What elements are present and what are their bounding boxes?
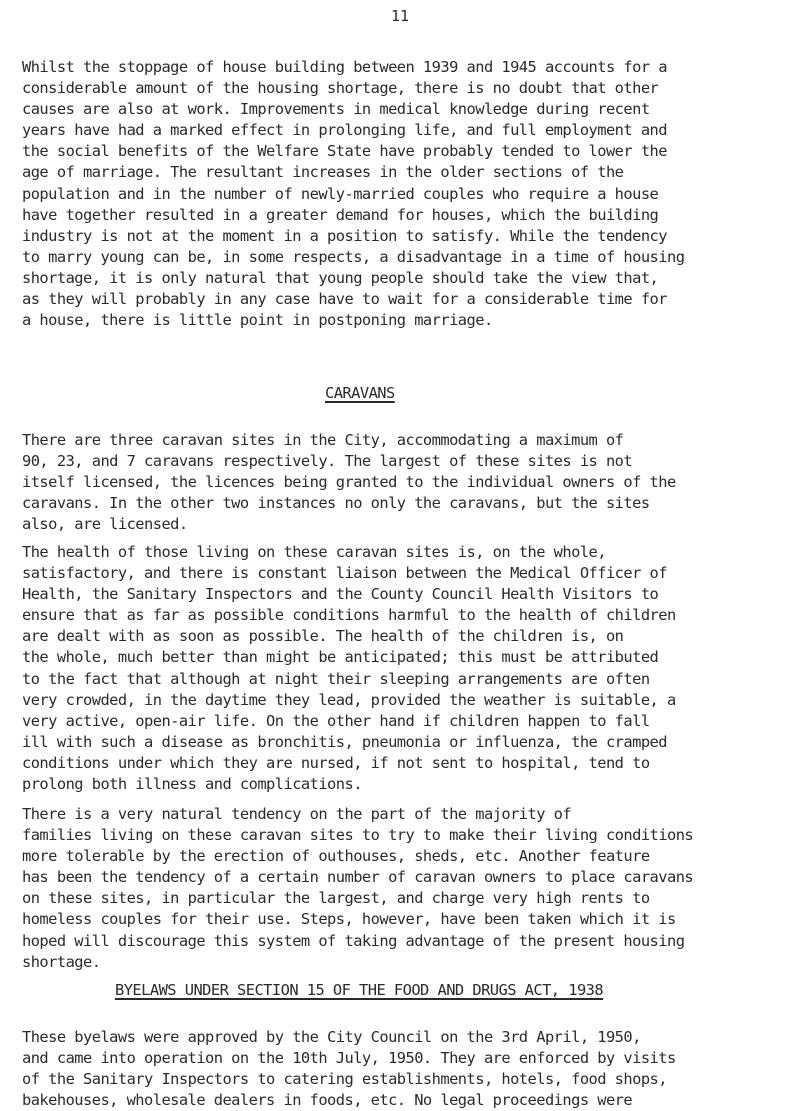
text-line: age of marriage. The resultant increases in the older sections of the bbox=[22, 163, 624, 182]
text-line: ill with such a disease as bronchitis, pneumonia or influenza, the cramped bbox=[22, 732, 667, 751]
text-line: of the Sanitary Inspectors to catering establishments, hotels, food shops, bbox=[22, 1070, 667, 1089]
text-line: years have had a marked effect in prolonging life, and full employment and bbox=[22, 121, 667, 140]
text-line: bakehouses, wholesale dealers in foods, etc. No legal proceedings were bbox=[22, 1091, 633, 1110]
section-heading-byelaws: BYELAWS UNDER SECTION 15 OF THE FOOD AND DRUGS ACT, 1938 bbox=[115, 981, 604, 999]
text-line: also, are licensed. bbox=[22, 515, 188, 534]
text-line: on these sites, in particular the largest, and charge very high rents to bbox=[22, 889, 650, 908]
caravan-sites-paragraph bbox=[22, 430, 676, 535]
text-line: has been the tendency of a certain number of caravan owners to place caravans bbox=[22, 868, 694, 887]
text-line: considerable amount of the housing shortage, there is no doubt that other bbox=[22, 79, 659, 98]
text-line: homeless couples for their use. Steps, however, have been taken which it is bbox=[22, 910, 676, 929]
byelaws-paragraph bbox=[22, 1027, 676, 1111]
text-line: shortage, it is only natural that young people should take the view that, bbox=[22, 268, 659, 287]
text-line: very crowded, in the daytime they lead, provided the weather is suitable, a bbox=[22, 690, 676, 709]
text-line: There is a very natural tendency on the part of the majority of bbox=[22, 805, 572, 823]
text-line: itself licensed, the licences being granted to the individual owners of the bbox=[22, 473, 676, 492]
section-heading-caravans: CARAVANS bbox=[325, 384, 395, 402]
text-line: There are three caravan sites in the City, accommodating a maximum of bbox=[22, 431, 624, 449]
text-line: These byelaws were approved by the City Council on the 3rd April, 1950, bbox=[22, 1028, 641, 1046]
text-line: satisfactory, and there is constant liaison between the Medical Officer of bbox=[22, 564, 667, 583]
page-number: 11 bbox=[390, 7, 410, 25]
text-line: more tolerable by the erection of outhouses, sheds, etc. Another feature bbox=[22, 847, 650, 866]
text-line: and came into operation on the 10th July, 1950. They are enforced by visits bbox=[22, 1049, 676, 1068]
text-line: very active, open-air life. On the other hand if children happen to fall bbox=[22, 711, 650, 730]
text-line: The health of those living on these caravan sites is, on the whole, bbox=[22, 543, 606, 561]
text-line: have together resulted in a greater demand for houses, which the building bbox=[22, 205, 659, 224]
text-line: Whilst the stoppage of house building between 1939 and 1945 accounts for a bbox=[22, 58, 667, 76]
caravan-conditions-paragraph bbox=[22, 804, 693, 973]
text-line: shortage. bbox=[22, 952, 101, 971]
text-line: a house, there is little point in postponing marriage. bbox=[22, 311, 493, 330]
text-line: hoped will discourage this system of taking advantage of the present housing bbox=[22, 931, 685, 950]
housing-shortage-paragraph bbox=[22, 57, 684, 331]
text-line: caravans. In the other two instances no only the caravans, but the sites bbox=[22, 494, 650, 513]
text-line: the whole, much better than might be anticipated; this must be attributed bbox=[22, 648, 659, 667]
text-line: to the fact that although at night their sleeping arrangements are often bbox=[22, 669, 650, 688]
text-line: 90, 23, and 7 caravans respectively. The largest of these sites is not bbox=[22, 452, 633, 471]
caravan-health-paragraph bbox=[22, 542, 676, 795]
text-line: the social benefits of the Welfare State have probably tended to lower the bbox=[22, 142, 667, 161]
text-line: industry is not at the moment in a position to satisfy. While the tendency bbox=[22, 226, 667, 245]
text-line: Health, the Sanitary Inspectors and the County Council Health Visitors to bbox=[22, 585, 659, 604]
text-line: prolong both illness and complications. bbox=[22, 775, 362, 794]
text-line: population and in the number of newly-married couples who require a house bbox=[22, 184, 659, 203]
text-line: ensure that as far as possible conditions harmful to the health of children bbox=[22, 606, 676, 625]
text-line: causes are also at work. Improvements in medical knowledge during recent bbox=[22, 100, 650, 119]
text-line: are dealt with as soon as possible. The health of the children is, on bbox=[22, 627, 624, 646]
text-line: families living on these caravan sites to try to make their living conditions bbox=[22, 826, 694, 845]
text-line: conditions under which they are nursed, if not sent to hospital, tend to bbox=[22, 753, 650, 772]
text-line: to marry young can be, in some respects, a disadvantage in a time of housing bbox=[22, 247, 685, 266]
text-line: as they will probably in any case have to wait for a considerable time for bbox=[22, 290, 667, 309]
